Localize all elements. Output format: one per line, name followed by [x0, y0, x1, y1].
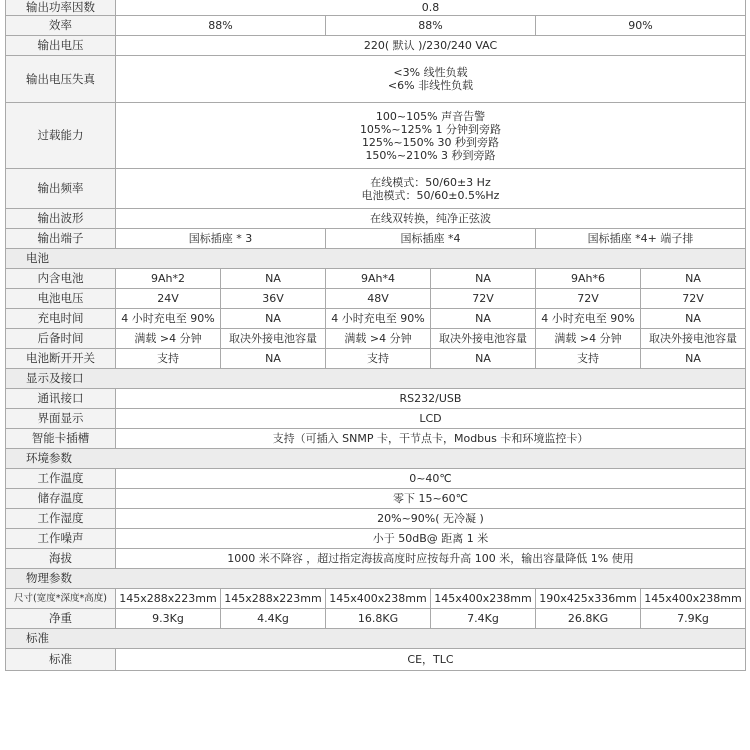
cell-value: NA: [431, 349, 536, 369]
section-title: 电池: [6, 249, 746, 269]
cell-value: 取决外接电池容量: [431, 329, 536, 349]
ups-spec-sheet: [5, 0, 745, 671]
row-label: 标准: [6, 649, 116, 671]
cell-value: CE，TLC: [116, 649, 746, 671]
cell-value: 小于 50dB@ 距离 1 米: [116, 529, 746, 549]
cell-value: 72V: [431, 289, 536, 309]
row-net-weight: [6, 609, 746, 629]
row-label: 电池断开开关: [6, 349, 116, 369]
cell-value: 72V: [641, 289, 746, 309]
cell-value: NA: [641, 309, 746, 329]
cell-value: 145x400x238mm: [326, 589, 431, 609]
row-overload: [6, 103, 746, 169]
row-voltage-distortion: [6, 56, 746, 103]
cell-value: 26.8KG: [536, 609, 641, 629]
row-efficiency: [6, 16, 746, 36]
cell-value: [116, 169, 746, 209]
row-label: 充电时间: [6, 309, 116, 329]
row-label: 输出波形: [6, 209, 116, 229]
cell-value: 0~40℃: [116, 469, 746, 489]
row-output-terminals: [6, 229, 746, 249]
text-line: 125%~150% 30 秒到旁路: [361, 135, 500, 149]
text-line: 105%~125% 1 分钟到旁路: [359, 122, 502, 136]
cell-value: 满载 >4 分钟: [116, 329, 221, 349]
cell-value: RS232/USB: [116, 389, 746, 409]
section-title: 物理参数: [6, 569, 746, 589]
row-label: 效率: [6, 16, 116, 36]
cell-value: [116, 103, 746, 169]
cell-value: 9Ah*4: [326, 269, 431, 289]
row-label: 输出端子: [6, 229, 116, 249]
row-label: 净重: [6, 609, 116, 629]
cell-value: 145x288x223mm: [116, 589, 221, 609]
cell-value: 9.3Kg: [116, 609, 221, 629]
row-smart-slot: [6, 429, 746, 449]
cell-value: 48V: [326, 289, 431, 309]
cell-value: 零下 15~60℃: [116, 489, 746, 509]
cell-value: 支持: [326, 349, 431, 369]
cell-value: NA: [221, 309, 326, 329]
cell-value: 20%~90%( 无冷凝 ): [116, 509, 746, 529]
row-altitude: [6, 549, 746, 569]
text-line: 150%~210% 3 秒到旁路: [365, 148, 496, 162]
row-label: 电池电压: [6, 289, 116, 309]
cell-value: NA: [641, 269, 746, 289]
cell-value: 4.4Kg: [221, 609, 326, 629]
cell-value: 7.9Kg: [641, 609, 746, 629]
spec-table: [5, 0, 746, 671]
row-label: 过载能力: [6, 103, 116, 169]
cell-value: 90%: [536, 16, 746, 36]
cell-value: 72V: [536, 289, 641, 309]
cell-value: 国标插座 *4+ 端子排: [536, 229, 746, 249]
cell-value: 24V: [116, 289, 221, 309]
cell-value: 0.8: [116, 0, 746, 16]
cell-value: 7.4Kg: [431, 609, 536, 629]
cell-value: 支持: [116, 349, 221, 369]
row-label: 工作湿度: [6, 509, 116, 529]
cell-value: 16.8KG: [326, 609, 431, 629]
row-label: 工作温度: [6, 469, 116, 489]
row-label: 界面显示: [6, 409, 116, 429]
cell-value: 取决外接电池容量: [641, 329, 746, 349]
cell-value: 国标插座 * 3: [116, 229, 326, 249]
row-label: 尺寸(宽度*深度*高度): [6, 589, 116, 609]
section-display-interface: [6, 369, 746, 389]
row-label: 后备时间: [6, 329, 116, 349]
row-output-waveform: [6, 209, 746, 229]
cell-value: 145x400x238mm: [431, 589, 536, 609]
text-line: <3% 线性负载: [393, 66, 468, 79]
cell-value: 取决外接电池容量: [221, 329, 326, 349]
cell-value: 9Ah*6: [536, 269, 641, 289]
cell-value: 190x425x336mm: [536, 589, 641, 609]
row-output-frequency: [6, 169, 746, 209]
cell-value: NA: [431, 309, 536, 329]
cell-value: 4 小时充电至 90%: [116, 309, 221, 329]
row-label: 输出频率: [6, 169, 116, 209]
section-physical: [6, 569, 746, 589]
row-label: 工作噪声: [6, 529, 116, 549]
row-internal-battery: [6, 269, 746, 289]
row-battery-switch: [6, 349, 746, 369]
row-standard: [6, 649, 746, 671]
section-title: 显示及接口: [6, 369, 746, 389]
cell-value: 145x288x223mm: [221, 589, 326, 609]
row-label: 输出电压: [6, 36, 116, 56]
cell-value: [116, 56, 746, 103]
row-comm-port: [6, 389, 746, 409]
row-label: 输出电压失真: [6, 56, 116, 103]
section-title: 标准: [6, 629, 746, 649]
row-label: 输出功率因数: [6, 0, 116, 16]
cell-value: 36V: [221, 289, 326, 309]
cell-value: 国标插座 *4: [326, 229, 536, 249]
row-backup-time: [6, 329, 746, 349]
section-standard: [6, 629, 746, 649]
cell-value: 4 小时充电至 90%: [326, 309, 431, 329]
row-charge-time: [6, 309, 746, 329]
cell-value: NA: [221, 349, 326, 369]
row-work-humidity: [6, 509, 746, 529]
row-storage-temperature: [6, 489, 746, 509]
text-line: 100~105% 声音告警: [375, 109, 486, 123]
cell-value: 满载 >4 分钟: [536, 329, 641, 349]
row-output-voltage: [6, 36, 746, 56]
cell-value: 145x400x238mm: [641, 589, 746, 609]
text-line: <6% 非线性负载: [387, 79, 474, 92]
cell-value: 9Ah*2: [116, 269, 221, 289]
cell-value: 在线双转换，纯净正弦波: [116, 209, 746, 229]
row-battery-voltage: [6, 289, 746, 309]
row-work-temperature: [6, 469, 746, 489]
text-line: 电池模式：50/60±0.5%Hz: [361, 188, 500, 202]
cell-value: 支持（可插入 SNMP 卡，干节点卡，Modbus 卡和环境监控卡）: [116, 429, 746, 449]
cell-value: 支持: [536, 349, 641, 369]
row-label: 储存温度: [6, 489, 116, 509]
text-line: 在线模式：50/60±3 Hz: [370, 175, 491, 189]
cell-value: 满载 >4 分钟: [326, 329, 431, 349]
cell-value: 4 小时充电至 90%: [536, 309, 641, 329]
section-title: 环境参数: [6, 449, 746, 469]
section-environment: [6, 449, 746, 469]
cell-value: 88%: [116, 16, 326, 36]
cell-value: NA: [641, 349, 746, 369]
cell-value: NA: [431, 269, 536, 289]
cell-value: NA: [221, 269, 326, 289]
row-label: 海拔: [6, 549, 116, 569]
row-output-power-factor: [6, 0, 746, 16]
row-label: 通讯接口: [6, 389, 116, 409]
cell-value: 220( 默认 )/230/240 VAC: [116, 36, 746, 56]
row-interface-display: [6, 409, 746, 429]
row-work-noise: [6, 529, 746, 549]
row-label: 内含电池: [6, 269, 116, 289]
cell-value: 1000 米不降容 ，超过指定海拔高度时应按每升高 100 米，输出容量降低 1% 使用: [116, 549, 746, 569]
cell-value: 88%: [326, 16, 536, 36]
cell-value: LCD: [116, 409, 746, 429]
row-label: 智能卡插槽: [6, 429, 116, 449]
section-battery: [6, 249, 746, 269]
row-dimensions: [6, 589, 746, 609]
